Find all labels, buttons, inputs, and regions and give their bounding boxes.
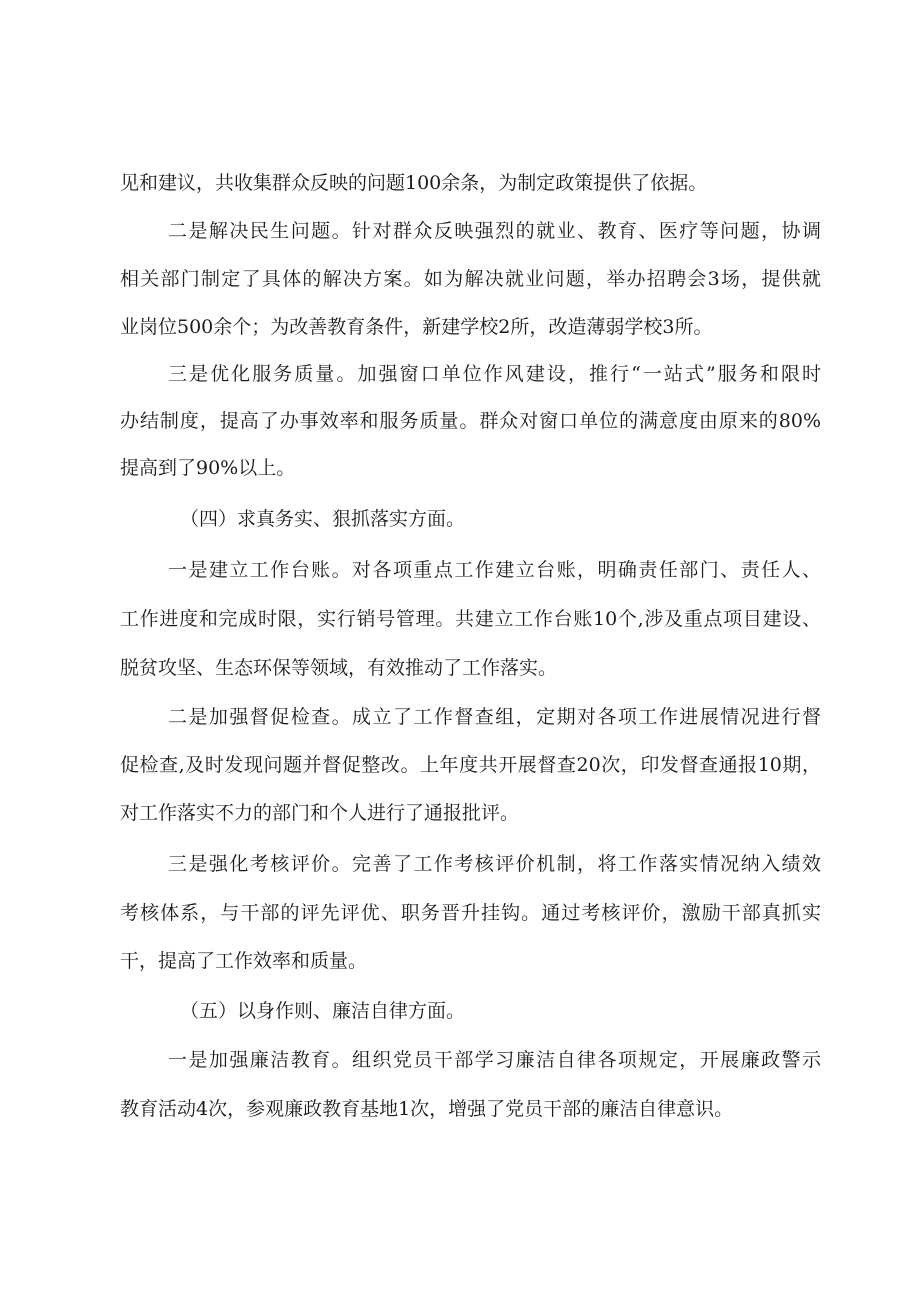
text-line: 促检查,及时发现问题并督促整改。上年度共开展督查20次，印发督查通报10期， bbox=[120, 754, 821, 776]
text-line: 办结制度，提高了办事效率和服务质量。群众对窗口单位的满意度由原来的80% bbox=[120, 410, 821, 432]
text-line: 业岗位500余个；为改善教育条件，新建学校2所，改造薄弱学校3所。 bbox=[120, 316, 713, 338]
paragraph-start-line: 二是加强督促检查。成立了工作督查组，定期对各项工作进展情况进行督 bbox=[168, 706, 821, 728]
paragraph-start-line: 一是建立工作台账。对各项重点工作建立台账，明确责任部门、责任人、 bbox=[168, 559, 821, 581]
text-line: 相关部门制定了具体的解决方案。如为解决就业问题，举办招聘会3场，提供就 bbox=[120, 268, 821, 290]
text-line: 提高到了90%以上。 bbox=[120, 457, 296, 479]
text-line: 脱贫攻坚、生态环保等领域，有效推动了工作落实。 bbox=[120, 657, 558, 679]
text-line: 教育活动4次，参观廉政教育基地1次，增强了党员干部的廉洁自律意识。 bbox=[120, 1098, 734, 1120]
text-line: 干，提高了工作效率和质量。 bbox=[120, 950, 368, 972]
section-heading: （四）求真务实、狠抓落实方面。 bbox=[180, 508, 466, 530]
paragraph-start-line: 三是优化服务质量。加强窗口单位作风建设，推行“一站式”服务和限时 bbox=[168, 363, 821, 385]
paragraph-start-line: 三是强化考核评价。完善了工作考核评价机制，将工作落实情况纳入绩效 bbox=[168, 853, 821, 875]
text-line: 考核体系，与干部的评先评优、职务晋升挂钩。通过考核评价，激励干部真抓实 bbox=[120, 902, 821, 924]
paragraph-start-line: 二是解决民生问题。针对群众反映强烈的就业、教育、医疗等问题，协调 bbox=[168, 220, 821, 242]
text-line: 见和建议，共收集群众反映的问题100余条，为制定政策提供了依据。 bbox=[120, 172, 708, 194]
text-line: 工作进度和完成时限，实行销号管理。共建立工作台账10个,涉及重点项目建设、 bbox=[120, 608, 821, 630]
paragraph-start-line: 一是加强廉洁教育。组织党员干部学习廉洁自律各项规定，开展廉政警示 bbox=[168, 1049, 821, 1071]
section-heading: （五）以身作则、廉洁自律方面。 bbox=[180, 1000, 466, 1022]
text-line: 对工作落实不力的部门和个人进行了通报批评。 bbox=[120, 802, 520, 824]
